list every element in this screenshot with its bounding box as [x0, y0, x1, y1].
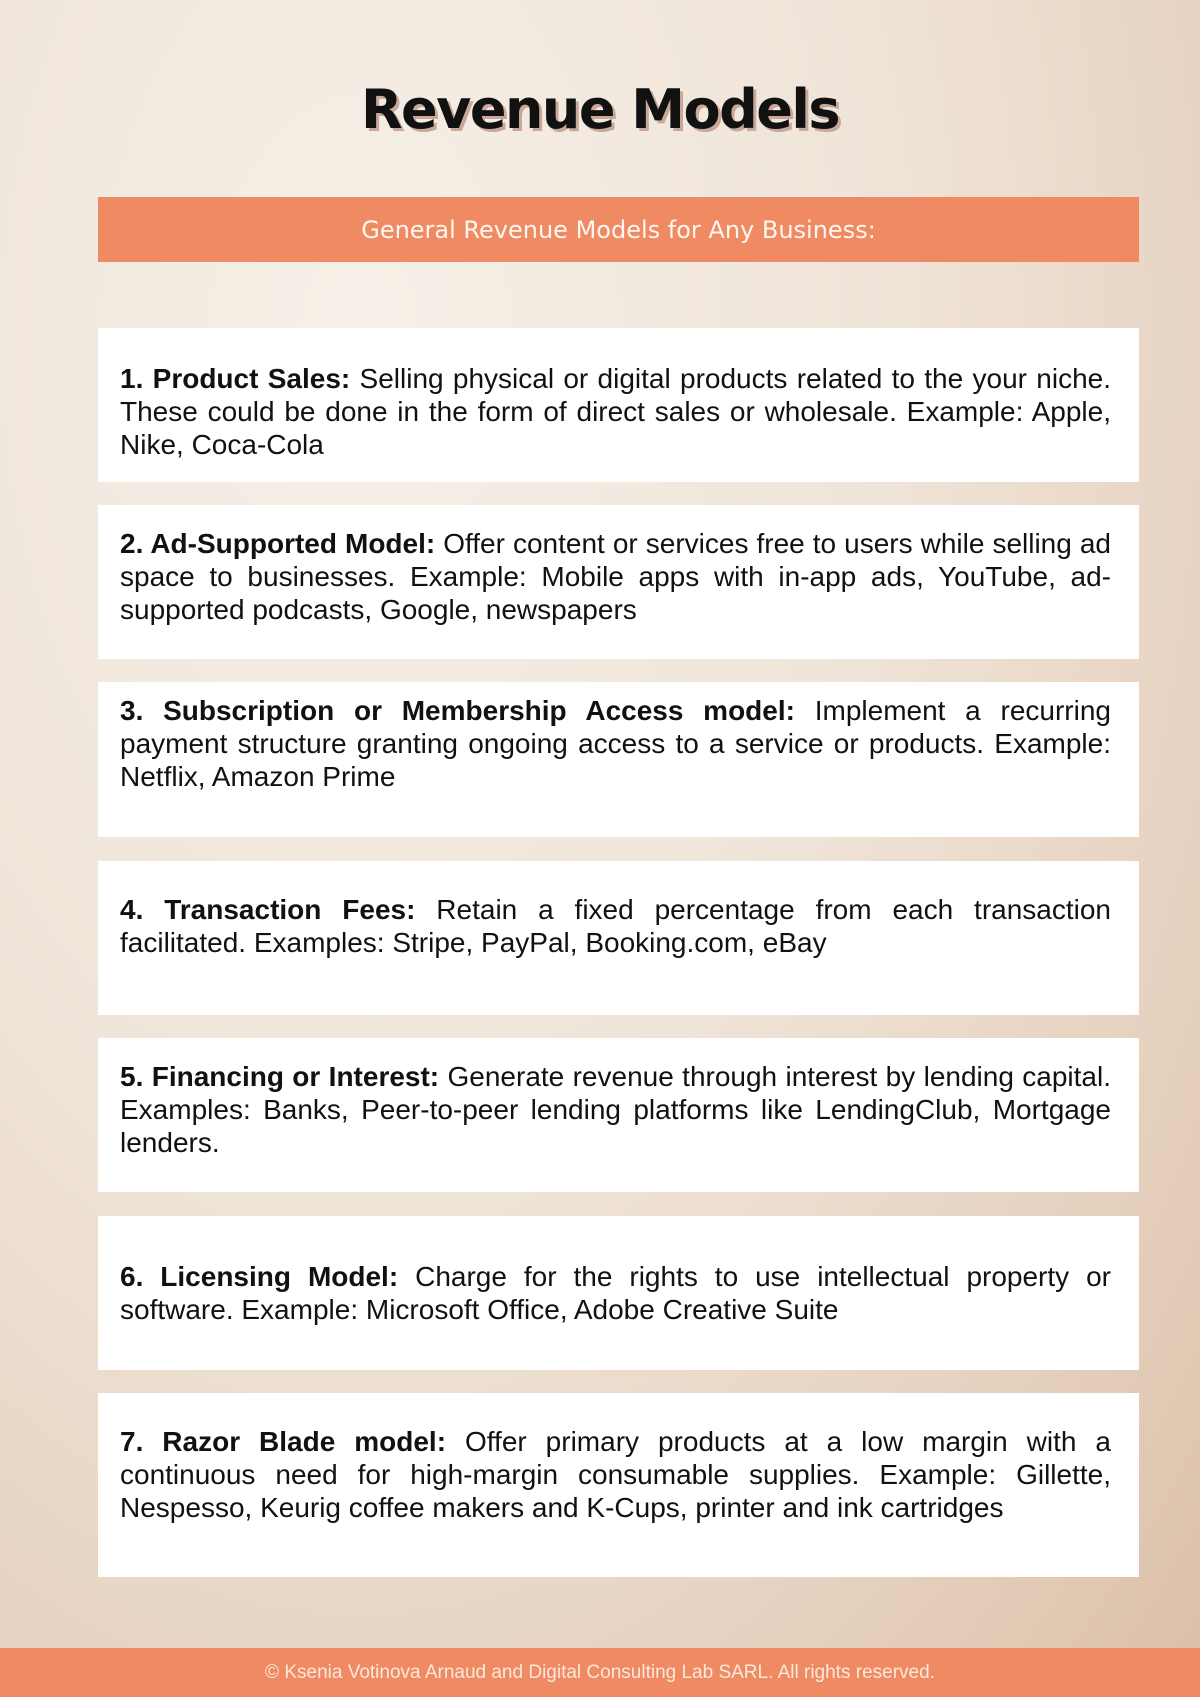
model-name: 5. Financing or Interest: — [120, 1061, 440, 1092]
section-banner: General Revenue Models for Any Business: — [98, 197, 1139, 262]
model-card-subscription — [98, 682, 1139, 837]
model-name: 7. Razor Blade model: — [120, 1426, 447, 1457]
page-title: Revenue Models — [360, 78, 840, 141]
model-card-licensing — [98, 1216, 1139, 1370]
model-description: Retain a fixed percentage from each transaction facilitated. Examples: Stripe, PayPal, Booking.com, eBay — [120, 894, 1112, 958]
model-card-ad-supported — [98, 505, 1139, 659]
copyright-footer: © Ksenia Votinova Arnaud and Digital Consulting Lab SARL. All rights reserved. — [0, 1648, 1200, 1697]
model-description: Generate revenue through interest by lending capital. Examples: Banks, Peer-to-peer lending platforms like LendingClub, Mortgage lenders. — [120, 1061, 1111, 1158]
model-card-financing — [98, 1038, 1139, 1192]
model-name: 6. Licensing Model: — [120, 1261, 399, 1292]
model-name: 1. Product Sales: — [120, 363, 351, 394]
model-description: Offer primary products at a low margin with a continuous need for high-margin consumable supplies. Example: Gillette, Nespesso, Keurig coffee makers and K-Cups, printer and ink cartridges — [120, 1426, 1111, 1523]
model-card-transaction-fees — [98, 861, 1139, 1015]
model-description: Charge for the rights to use intellectual property or software. Example: Microsoft Office, Adobe Creative Suite — [120, 1261, 1112, 1325]
model-name: 3. Subscription or Membership Access model: — [120, 695, 795, 726]
model-name: 2. Ad-Supported Model: — [120, 528, 436, 559]
model-description: Implement a recurring payment structure granting ongoing access to a service or products. Example: Netflix, Amazon Prime — [120, 695, 1111, 792]
model-card-product-sales — [98, 328, 1139, 482]
model-description: Selling physical or digital products related to the your niche. These could be done in the form of direct sales or wholesale. Example: Apple, Nike, Coca-Cola — [120, 363, 1111, 460]
model-name: 4. Transaction Fees: — [120, 894, 416, 925]
model-description: Offer content or services free to users while selling ad space to businesses. Example: Mobile apps with in-app ads, YouTube, ad-supported podcasts, Google, newspapers — [120, 528, 1111, 625]
model-card-razor-blade — [98, 1393, 1139, 1577]
